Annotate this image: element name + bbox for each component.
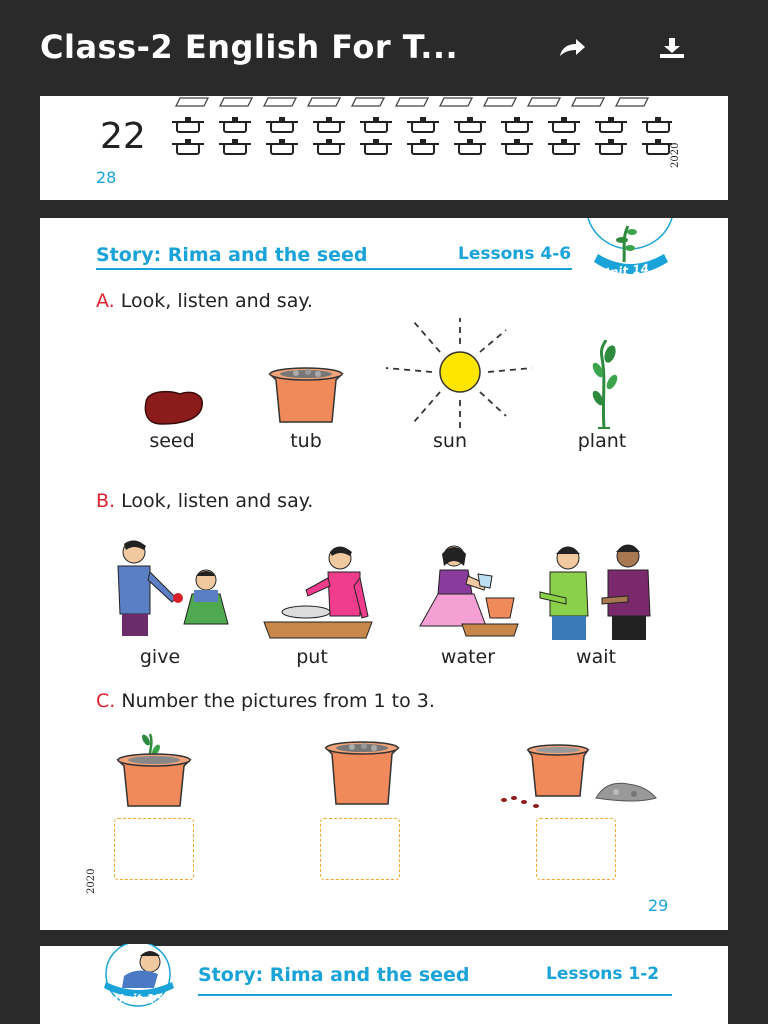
app-bar [0, 0, 768, 96]
section-c-letter: C. [96, 690, 116, 712]
section-b-title [96, 490, 313, 512]
word-wait: wait [576, 646, 616, 668]
pdf-page-29 [40, 218, 728, 930]
give-picture [96, 540, 236, 640]
put-picture [262, 546, 382, 642]
pdf-page-28 [40, 96, 728, 200]
story-title: Story: Rima and the seed [96, 244, 368, 266]
page-number: 29 [648, 896, 669, 915]
word-tub: tub [290, 430, 322, 452]
year-mark: 2020 [86, 868, 97, 894]
word-sun: sun [433, 430, 467, 452]
word-put: put [296, 646, 328, 668]
share-button[interactable] [552, 28, 592, 68]
section-a-letter: A. [96, 290, 115, 312]
sun-picture [384, 318, 534, 430]
plant-picture [588, 340, 624, 430]
word-seed: seed [149, 430, 195, 452]
number-box-1[interactable] [114, 818, 194, 880]
pdf-page-30 [40, 946, 728, 1024]
cooking-pots-drawing [172, 116, 672, 162]
word-plant: plant [577, 430, 627, 452]
lessons-label: Lessons 1-2 [546, 964, 660, 984]
section-a-text: Look, listen and say. [120, 290, 313, 312]
word-give: give [139, 646, 181, 668]
empty-pot-and-seeds-picture [496, 744, 662, 814]
section-b-letter: B. [96, 490, 116, 512]
number-box-2[interactable] [320, 818, 400, 880]
year-mark: 2020 [670, 142, 681, 168]
pot-with-sprout-picture [114, 726, 194, 810]
tub-picture [266, 364, 346, 428]
stacked-plates-drawing [170, 96, 660, 110]
document-title: Class-2 English For T... [40, 28, 459, 66]
download-button[interactable] [652, 28, 692, 68]
word-water: water [440, 646, 496, 668]
seed-picture [140, 388, 206, 428]
title-underline [96, 268, 572, 270]
section-a-title [96, 290, 313, 312]
row-number: 22 [100, 116, 146, 157]
share-icon [557, 36, 587, 60]
number-box-3[interactable] [536, 818, 616, 880]
unit-badge-label: Unit 15 [114, 992, 164, 1006]
section-b-text: Look, listen and say. [121, 490, 314, 512]
unit-badge-label: Unit 14 [599, 261, 650, 281]
story-title: Story: Rima and the seed [198, 964, 470, 986]
download-icon [658, 36, 686, 60]
water-picture [416, 544, 520, 642]
pot-with-soil-picture [322, 738, 402, 808]
page-number: 28 [96, 168, 117, 187]
wait-picture [536, 542, 660, 642]
title-underline [198, 994, 672, 996]
section-c-text: Number the pictures from 1 to 3. [121, 690, 435, 712]
section-c-title [96, 690, 435, 712]
lessons-label: Lessons 4-6 [458, 244, 572, 264]
